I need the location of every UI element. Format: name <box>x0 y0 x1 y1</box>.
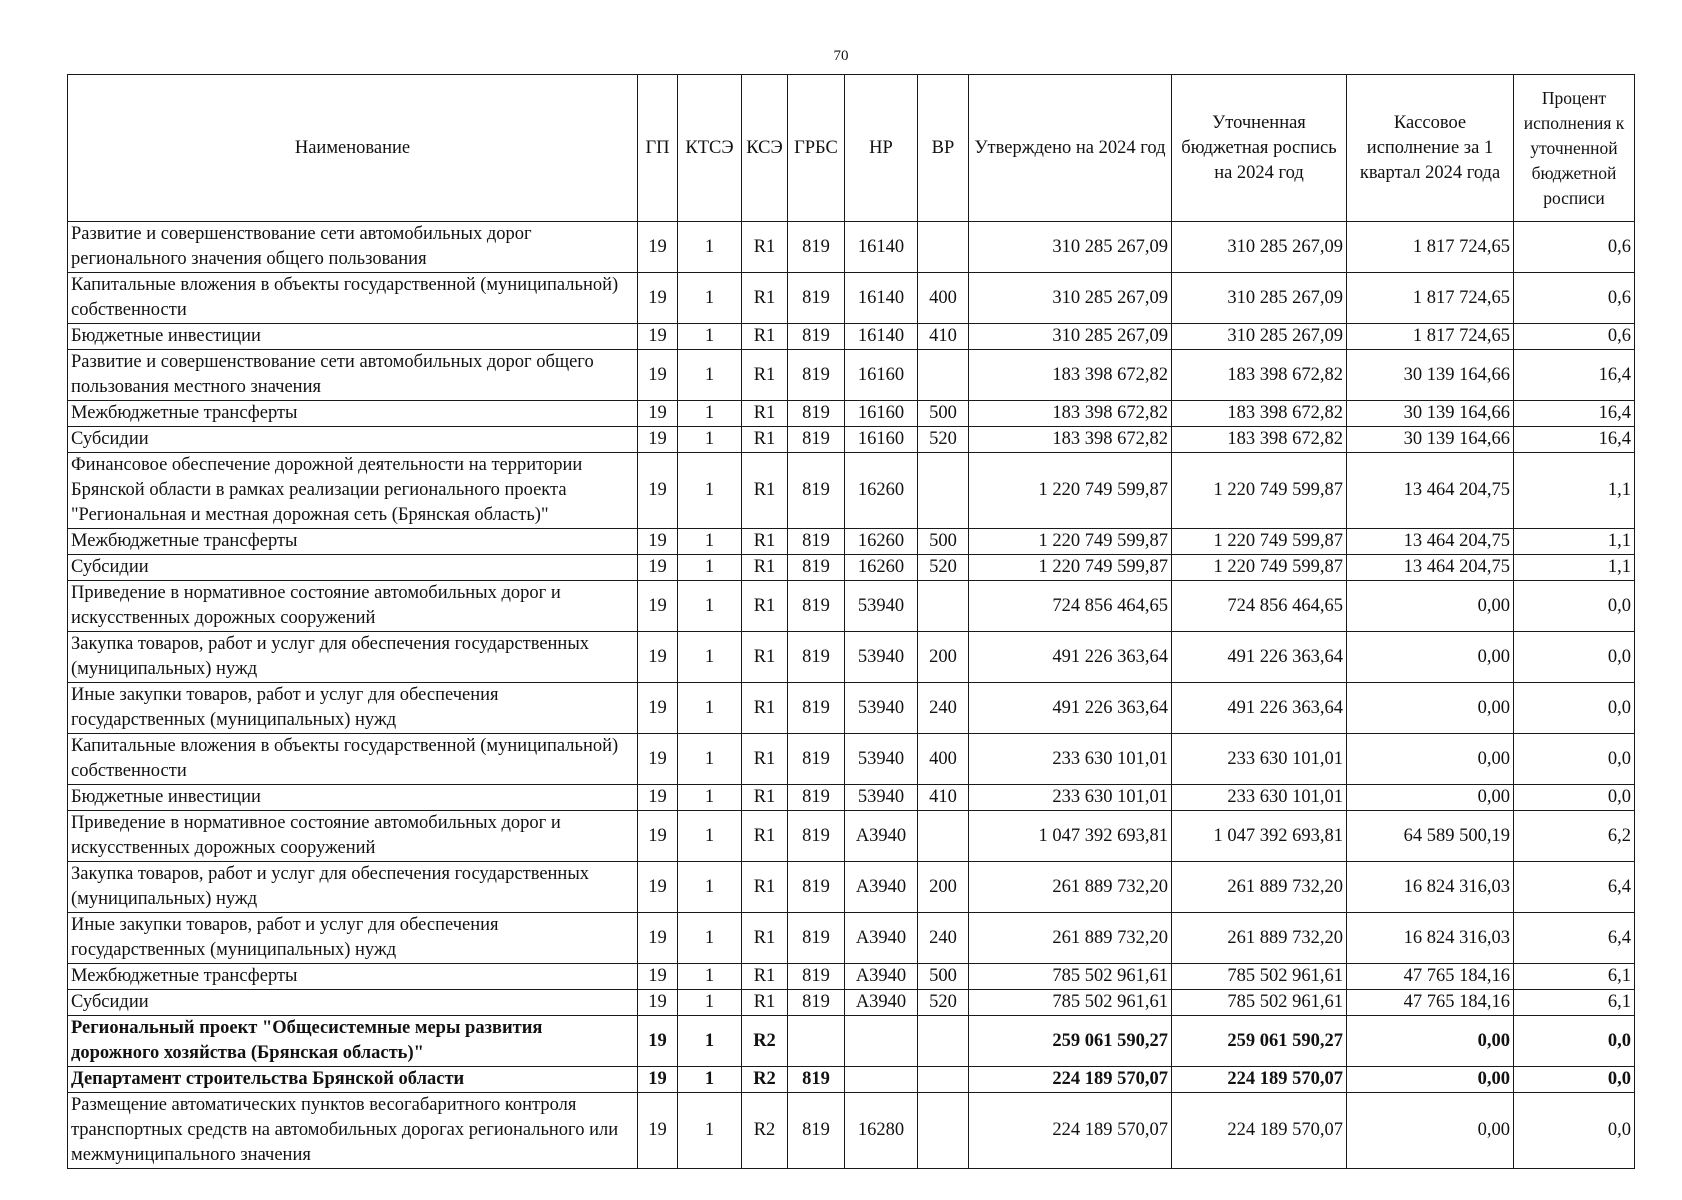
cell-cash: 0,00 <box>1347 785 1514 811</box>
cell-revised: 224 189 570,07 <box>1172 1093 1347 1169</box>
cell-cash: 0,00 <box>1347 1067 1514 1093</box>
cell-name: Межбюджетные трансферты <box>68 964 638 990</box>
cell-name: Иные закупки товаров, работ и услуг для обеспечения государственных (муниципальных) нужд <box>68 683 638 734</box>
table-row <box>68 862 1635 913</box>
table-row <box>68 990 1635 1016</box>
cell-revised: 233 630 101,01 <box>1172 734 1347 785</box>
cell-percent: 0,0 <box>1514 785 1635 811</box>
cell-kse: R1 <box>742 427 788 453</box>
cell-vr: 400 <box>918 273 969 324</box>
table-row <box>68 632 1635 683</box>
cell-approved: 1 047 392 693,81 <box>969 811 1172 862</box>
cell-revised: 224 189 570,07 <box>1172 1067 1347 1093</box>
cell-revised: 1 220 749 599,87 <box>1172 453 1347 529</box>
cell-gp: 19 <box>638 785 678 811</box>
cell-kse: R1 <box>742 964 788 990</box>
cell-name: Капитальные вложения в объекты государственной (муниципальной) собственности <box>68 734 638 785</box>
cell-name: Капитальные вложения в объекты государственной (муниципальной) собственности <box>68 273 638 324</box>
cell-name: Закупка товаров, работ и услуг для обеспечения государственных (муниципальных) нужд <box>68 632 638 683</box>
cell-vr: 200 <box>918 632 969 683</box>
cell-name: Финансовое обеспечение дорожной деятельности на территории Брянской области в рамках реализации регионального проекта "Региональная и местная дорожная сеть (Брянская область)" <box>68 453 638 529</box>
table-row <box>68 427 1635 453</box>
table-row <box>68 273 1635 324</box>
cell-nr: 16260 <box>845 555 918 581</box>
cell-approved: 785 502 961,61 <box>969 964 1172 990</box>
cell-kse: R2 <box>742 1016 788 1067</box>
cell-gp: 19 <box>638 862 678 913</box>
cell-vr: 200 <box>918 862 969 913</box>
cell-percent: 16,4 <box>1514 427 1635 453</box>
cell-revised: 261 889 732,20 <box>1172 913 1347 964</box>
cell-nr: 16280 <box>845 1093 918 1169</box>
cell-grbs: 819 <box>788 862 845 913</box>
cell-approved: 183 398 672,82 <box>969 401 1172 427</box>
cell-nr: 53940 <box>845 683 918 734</box>
table-row <box>68 683 1635 734</box>
table-row <box>68 324 1635 350</box>
cell-cash: 0,00 <box>1347 1093 1514 1169</box>
cell-grbs: 819 <box>788 990 845 1016</box>
cell-revised: 491 226 363,64 <box>1172 632 1347 683</box>
table-row <box>68 350 1635 401</box>
cell-revised: 233 630 101,01 <box>1172 785 1347 811</box>
table-row <box>68 529 1635 555</box>
cell-revised: 310 285 267,09 <box>1172 222 1347 273</box>
cell-approved: 785 502 961,61 <box>969 990 1172 1016</box>
cell-cash: 0,00 <box>1347 632 1514 683</box>
cell-revised: 491 226 363,64 <box>1172 683 1347 734</box>
table-row <box>68 555 1635 581</box>
cell-nr: 16160 <box>845 401 918 427</box>
cell-gp: 19 <box>638 222 678 273</box>
cell-cash: 47 765 184,16 <box>1347 990 1514 1016</box>
cell-vr: 500 <box>918 529 969 555</box>
cell-percent: 1,1 <box>1514 453 1635 529</box>
cell-percent: 6,1 <box>1514 990 1635 1016</box>
cell-ktse: 1 <box>678 555 742 581</box>
cell-kse: R1 <box>742 350 788 401</box>
cell-approved: 724 856 464,65 <box>969 581 1172 632</box>
cell-vr: 500 <box>918 401 969 427</box>
cell-cash: 0,00 <box>1347 1016 1514 1067</box>
cell-revised: 785 502 961,61 <box>1172 990 1347 1016</box>
cell-grbs: 819 <box>788 1067 845 1093</box>
cell-percent: 0,6 <box>1514 324 1635 350</box>
cell-cash: 16 824 316,03 <box>1347 862 1514 913</box>
cell-revised: 1 047 392 693,81 <box>1172 811 1347 862</box>
cell-vr <box>918 811 969 862</box>
cell-kse: R1 <box>742 529 788 555</box>
cell-name: Межбюджетные трансферты <box>68 529 638 555</box>
cell-kse: R2 <box>742 1067 788 1093</box>
header-approved: Утверждено на 2024 год <box>969 75 1172 222</box>
cell-approved: 233 630 101,01 <box>969 734 1172 785</box>
table-row <box>68 785 1635 811</box>
cell-approved: 1 220 749 599,87 <box>969 529 1172 555</box>
cell-vr <box>918 350 969 401</box>
table-row <box>68 964 1635 990</box>
cell-nr: 16140 <box>845 222 918 273</box>
cell-revised: 183 398 672,82 <box>1172 350 1347 401</box>
page-number: 70 <box>833 48 849 64</box>
cell-name: Иные закупки товаров, работ и услуг для обеспечения государственных (муниципальных) нужд <box>68 913 638 964</box>
cell-approved: 1 220 749 599,87 <box>969 453 1172 529</box>
cell-nr <box>845 1016 918 1067</box>
cell-kse: R1 <box>742 913 788 964</box>
cell-approved: 183 398 672,82 <box>969 350 1172 401</box>
cell-cash: 1 817 724,65 <box>1347 222 1514 273</box>
cell-percent: 6,4 <box>1514 913 1635 964</box>
cell-name: Департамент строительства Брянской области <box>68 1067 638 1093</box>
cell-ktse: 1 <box>678 222 742 273</box>
cell-ktse: 1 <box>678 734 742 785</box>
cell-grbs: 819 <box>788 734 845 785</box>
cell-vr <box>918 1016 969 1067</box>
cell-revised: 724 856 464,65 <box>1172 581 1347 632</box>
cell-ktse: 1 <box>678 632 742 683</box>
cell-ktse: 1 <box>678 581 742 632</box>
table-body <box>68 222 1635 1169</box>
cell-ktse: 1 <box>678 964 742 990</box>
cell-approved: 233 630 101,01 <box>969 785 1172 811</box>
cell-grbs: 819 <box>788 632 845 683</box>
cell-ktse: 1 <box>678 785 742 811</box>
cell-vr: 240 <box>918 913 969 964</box>
cell-vr: 520 <box>918 555 969 581</box>
cell-gp: 19 <box>638 990 678 1016</box>
cell-ktse: 1 <box>678 350 742 401</box>
cell-revised: 183 398 672,82 <box>1172 427 1347 453</box>
cell-name: Развитие и совершенствование сети автомобильных дорог общего пользования местного значения <box>68 350 638 401</box>
cell-kse: R1 <box>742 581 788 632</box>
cell-grbs: 819 <box>788 683 845 734</box>
table-row <box>68 1093 1635 1169</box>
cell-kse: R1 <box>742 401 788 427</box>
cell-cash: 13 464 204,75 <box>1347 453 1514 529</box>
cell-kse: R1 <box>742 990 788 1016</box>
cell-ktse: 1 <box>678 1016 742 1067</box>
cell-vr <box>918 222 969 273</box>
cell-percent: 6,2 <box>1514 811 1635 862</box>
header-nr: НР <box>845 75 918 222</box>
cell-approved: 224 189 570,07 <box>969 1067 1172 1093</box>
table-row <box>68 1067 1635 1093</box>
header-gp: ГП <box>638 75 678 222</box>
cell-gp: 19 <box>638 273 678 324</box>
table-header-row <box>68 75 1635 222</box>
cell-grbs: 819 <box>788 273 845 324</box>
cell-kse: R1 <box>742 811 788 862</box>
header-vr: ВР <box>918 75 969 222</box>
cell-percent: 1,1 <box>1514 555 1635 581</box>
cell-cash: 0,00 <box>1347 734 1514 785</box>
cell-cash: 0,00 <box>1347 581 1514 632</box>
cell-kse: R1 <box>742 555 788 581</box>
cell-kse: R1 <box>742 734 788 785</box>
cell-approved: 310 285 267,09 <box>969 222 1172 273</box>
cell-gp: 19 <box>638 913 678 964</box>
cell-percent: 0,0 <box>1514 1093 1635 1169</box>
cell-kse: R1 <box>742 222 788 273</box>
cell-gp: 19 <box>638 324 678 350</box>
cell-ktse: 1 <box>678 324 742 350</box>
cell-approved: 183 398 672,82 <box>969 427 1172 453</box>
cell-nr: 16260 <box>845 529 918 555</box>
cell-nr: 16160 <box>845 427 918 453</box>
cell-gp: 19 <box>638 581 678 632</box>
cell-gp: 19 <box>638 632 678 683</box>
cell-percent: 0,0 <box>1514 1067 1635 1093</box>
table-row <box>68 913 1635 964</box>
cell-grbs: 819 <box>788 453 845 529</box>
header-grbs: ГРБС <box>788 75 845 222</box>
cell-cash: 47 765 184,16 <box>1347 964 1514 990</box>
cell-cash: 30 139 164,66 <box>1347 427 1514 453</box>
table-row <box>68 581 1635 632</box>
cell-percent: 0,0 <box>1514 1016 1635 1067</box>
cell-vr: 520 <box>918 990 969 1016</box>
cell-approved: 224 189 570,07 <box>969 1093 1172 1169</box>
cell-kse: R1 <box>742 862 788 913</box>
cell-nr: А3940 <box>845 913 918 964</box>
cell-gp: 19 <box>638 683 678 734</box>
cell-nr: 16140 <box>845 273 918 324</box>
cell-grbs: 819 <box>788 581 845 632</box>
cell-ktse: 1 <box>678 913 742 964</box>
cell-revised: 1 220 749 599,87 <box>1172 555 1347 581</box>
cell-vr: 410 <box>918 324 969 350</box>
cell-grbs: 819 <box>788 529 845 555</box>
cell-nr: 53940 <box>845 734 918 785</box>
cell-name: Субсидии <box>68 427 638 453</box>
cell-cash: 1 817 724,65 <box>1347 324 1514 350</box>
cell-revised: 183 398 672,82 <box>1172 401 1347 427</box>
cell-gp: 19 <box>638 964 678 990</box>
cell-kse: R1 <box>742 632 788 683</box>
cell-name: Развитие и совершенствование сети автомобильных дорог регионального значения общего пользования <box>68 222 638 273</box>
cell-kse: R1 <box>742 785 788 811</box>
cell-revised: 310 285 267,09 <box>1172 273 1347 324</box>
header-revised: Уточненная бюджетная роспись на 2024 год <box>1172 75 1347 222</box>
cell-ktse: 1 <box>678 811 742 862</box>
cell-ktse: 1 <box>678 862 742 913</box>
cell-grbs: 819 <box>788 964 845 990</box>
cell-nr: 16140 <box>845 324 918 350</box>
cell-cash: 1 817 724,65 <box>1347 273 1514 324</box>
cell-nr: 16160 <box>845 350 918 401</box>
cell-vr <box>918 581 969 632</box>
cell-grbs: 819 <box>788 427 845 453</box>
cell-grbs: 819 <box>788 350 845 401</box>
cell-gp: 19 <box>638 1016 678 1067</box>
cell-percent: 6,4 <box>1514 862 1635 913</box>
cell-approved: 1 220 749 599,87 <box>969 555 1172 581</box>
cell-name: Закупка товаров, работ и услуг для обеспечения государственных (муниципальных) нужд <box>68 862 638 913</box>
cell-nr: 53940 <box>845 632 918 683</box>
cell-ktse: 1 <box>678 1093 742 1169</box>
cell-kse: R1 <box>742 273 788 324</box>
cell-gp: 19 <box>638 1067 678 1093</box>
cell-revised: 261 889 732,20 <box>1172 862 1347 913</box>
cell-kse: R1 <box>742 453 788 529</box>
cell-name: Приведение в нормативное состояние автомобильных дорог и искусственных дорожных сооружений <box>68 581 638 632</box>
cell-grbs: 819 <box>788 811 845 862</box>
cell-cash: 64 589 500,19 <box>1347 811 1514 862</box>
cell-nr: 53940 <box>845 581 918 632</box>
cell-approved: 491 226 363,64 <box>969 632 1172 683</box>
cell-name: Межбюджетные трансферты <box>68 401 638 427</box>
cell-approved: 310 285 267,09 <box>969 324 1172 350</box>
cell-cash: 13 464 204,75 <box>1347 555 1514 581</box>
cell-name: Бюджетные инвестиции <box>68 785 638 811</box>
cell-gp: 19 <box>638 453 678 529</box>
cell-ktse: 1 <box>678 273 742 324</box>
cell-grbs: 819 <box>788 222 845 273</box>
cell-name: Приведение в нормативное состояние автомобильных дорог и искусственных дорожных сооружений <box>68 811 638 862</box>
cell-vr: 520 <box>918 427 969 453</box>
cell-name: Размещение автоматических пунктов весогабаритного контроля транспортных средств на автомобильных дорогах регионального или межмуниципального значения <box>68 1093 638 1169</box>
cell-percent: 1,1 <box>1514 529 1635 555</box>
cell-approved: 491 226 363,64 <box>969 683 1172 734</box>
budget-table <box>67 74 1635 1169</box>
cell-vr: 410 <box>918 785 969 811</box>
table-row <box>68 453 1635 529</box>
cell-percent: 0,6 <box>1514 273 1635 324</box>
cell-percent: 16,4 <box>1514 350 1635 401</box>
cell-gp: 19 <box>638 401 678 427</box>
cell-percent: 0,0 <box>1514 581 1635 632</box>
cell-percent: 0,0 <box>1514 632 1635 683</box>
table-row <box>68 734 1635 785</box>
cell-gp: 19 <box>638 1093 678 1169</box>
cell-percent: 6,1 <box>1514 964 1635 990</box>
cell-vr <box>918 1067 969 1093</box>
table-row <box>68 811 1635 862</box>
cell-nr: 53940 <box>845 785 918 811</box>
cell-percent: 0,0 <box>1514 734 1635 785</box>
cell-name: Региональный проект "Общесистемные меры развития дорожного хозяйства (Брянская область)" <box>68 1016 638 1067</box>
cell-ktse: 1 <box>678 453 742 529</box>
cell-cash: 30 139 164,66 <box>1347 401 1514 427</box>
table-row <box>68 401 1635 427</box>
cell-name: Бюджетные инвестиции <box>68 324 638 350</box>
cell-name: Субсидии <box>68 990 638 1016</box>
cell-gp: 19 <box>638 555 678 581</box>
cell-gp: 19 <box>638 811 678 862</box>
cell-revised: 785 502 961,61 <box>1172 964 1347 990</box>
cell-gp: 19 <box>638 734 678 785</box>
header-ktse: КТСЭ <box>678 75 742 222</box>
cell-ktse: 1 <box>678 683 742 734</box>
cell-revised: 310 285 267,09 <box>1172 324 1347 350</box>
cell-percent: 0,6 <box>1514 222 1635 273</box>
cell-ktse: 1 <box>678 427 742 453</box>
header-name: Наименование <box>68 75 638 222</box>
header-kse: КСЭ <box>742 75 788 222</box>
cell-percent: 16,4 <box>1514 401 1635 427</box>
cell-gp: 19 <box>638 427 678 453</box>
cell-nr: А3940 <box>845 862 918 913</box>
cell-grbs: 819 <box>788 785 845 811</box>
cell-grbs: 819 <box>788 324 845 350</box>
cell-vr: 240 <box>918 683 969 734</box>
cell-nr <box>845 1067 918 1093</box>
cell-gp: 19 <box>638 529 678 555</box>
cell-approved: 261 889 732,20 <box>969 862 1172 913</box>
cell-ktse: 1 <box>678 401 742 427</box>
table-row <box>68 222 1635 273</box>
header-cash: Кассовое исполнение за 1 квартал 2024 года <box>1347 75 1514 222</box>
cell-cash: 16 824 316,03 <box>1347 913 1514 964</box>
cell-cash: 13 464 204,75 <box>1347 529 1514 555</box>
cell-ktse: 1 <box>678 990 742 1016</box>
cell-grbs: 819 <box>788 1093 845 1169</box>
cell-kse: R1 <box>742 324 788 350</box>
cell-name: Субсидии <box>68 555 638 581</box>
cell-approved: 261 889 732,20 <box>969 913 1172 964</box>
cell-cash: 30 139 164,66 <box>1347 350 1514 401</box>
cell-nr: 16260 <box>845 453 918 529</box>
cell-grbs: 819 <box>788 401 845 427</box>
cell-revised: 259 061 590,27 <box>1172 1016 1347 1067</box>
cell-kse: R1 <box>742 683 788 734</box>
cell-grbs <box>788 1016 845 1067</box>
cell-ktse: 1 <box>678 1067 742 1093</box>
cell-nr: А3940 <box>845 990 918 1016</box>
cell-vr: 400 <box>918 734 969 785</box>
cell-gp: 19 <box>638 350 678 401</box>
cell-cash: 0,00 <box>1347 683 1514 734</box>
cell-percent: 0,0 <box>1514 683 1635 734</box>
cell-vr <box>918 1093 969 1169</box>
cell-ktse: 1 <box>678 529 742 555</box>
cell-approved: 310 285 267,09 <box>969 273 1172 324</box>
cell-vr: 500 <box>918 964 969 990</box>
cell-nr: А3940 <box>845 964 918 990</box>
cell-revised: 1 220 749 599,87 <box>1172 529 1347 555</box>
cell-grbs: 819 <box>788 913 845 964</box>
cell-nr: А3940 <box>845 811 918 862</box>
cell-grbs: 819 <box>788 555 845 581</box>
table-row <box>68 1016 1635 1067</box>
cell-approved: 259 061 590,27 <box>969 1016 1172 1067</box>
cell-vr <box>918 453 969 529</box>
header-percent: Процент исполнения к уточненной бюджетной росписи <box>1514 75 1635 222</box>
cell-kse: R2 <box>742 1093 788 1169</box>
